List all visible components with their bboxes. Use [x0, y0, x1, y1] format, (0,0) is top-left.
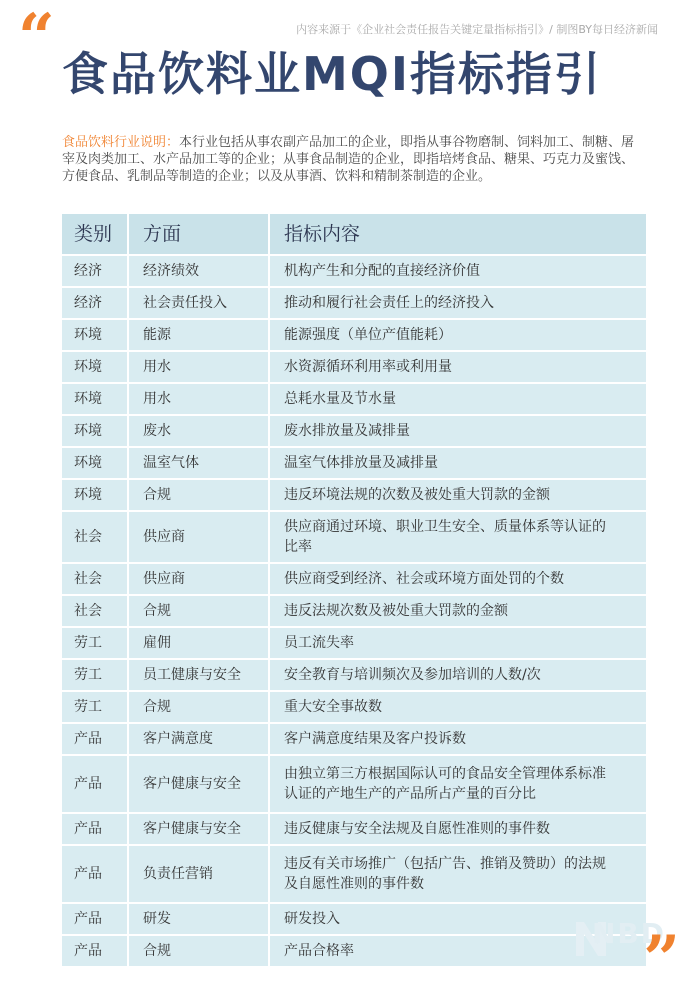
- table-row: [62, 692, 646, 724]
- row-category: 产品: [62, 724, 127, 754]
- table-row: [62, 448, 646, 480]
- row-aspect: 废水: [129, 416, 268, 446]
- row-content: 推动和履行社会责任上的经济投入: [270, 288, 646, 318]
- table-row: [62, 724, 646, 756]
- table-row: [62, 352, 646, 384]
- row-category: 社会: [62, 596, 127, 626]
- description-lead: 食品饮料行业说明：: [62, 135, 180, 150]
- row-content: 由独立第三方根据国际认可的食品安全管理体系标准认证的产地生产的产品所占产量的百分比: [270, 756, 646, 812]
- row-content: 违反健康与安全法规及自愿性准则的事件数: [270, 814, 646, 844]
- row-content: 产品合格率: [270, 936, 646, 966]
- row-content: 能源强度（单位产值能耗）: [270, 320, 646, 350]
- row-aspect: 经济绩效: [129, 256, 268, 286]
- row-content: 温室气体排放量及减排量: [270, 448, 646, 478]
- table-row: [62, 256, 646, 288]
- row-content: 供应商通过环境、职业卫生安全、质量体系等认证的比率: [270, 512, 646, 562]
- open-quote-icon: “: [18, 0, 55, 75]
- description-text: 本行业包括从事农副产品加工的企业，即指从事谷物磨制、饲料加工、制糖、屠宰及肉类加工、水产品加工等的企业；从事食品制造的企业，即指培烤食品、糖果、巧克力及蜜饯、方便食品、乳制品等制造的企业；以及从事酒、饮料和精制茶制造的企业。: [62, 135, 635, 184]
- source-credit: 内容来源于《企业社会责任报告关键定量指标指引》/ 制图BY每日经济新闻: [296, 23, 658, 36]
- row-aspect: 雇佣: [129, 628, 268, 658]
- row-content: 水资源循环利用率或利用量: [270, 352, 646, 382]
- row-content: 总耗水量及节水量: [270, 384, 646, 414]
- row-category: 社会: [62, 512, 127, 562]
- row-aspect: 供应商: [129, 512, 268, 562]
- row-aspect: 负责任营销: [129, 846, 268, 902]
- row-aspect: 合规: [129, 936, 268, 966]
- row-content: 重大安全事故数: [270, 692, 646, 722]
- table-row: [62, 416, 646, 448]
- watermark: NBD: [591, 917, 666, 950]
- table-row: [62, 288, 646, 320]
- table-row: [62, 512, 646, 564]
- row-category: 环境: [62, 320, 127, 350]
- row-category: 经济: [62, 288, 127, 318]
- table-row: [62, 814, 646, 846]
- row-category: 经济: [62, 256, 127, 286]
- row-content: 客户满意度结果及客户投诉数: [270, 724, 646, 754]
- row-aspect: 用水: [129, 384, 268, 414]
- row-aspect: 合规: [129, 480, 268, 510]
- table-row: [62, 846, 646, 904]
- row-aspect: 客户满意度: [129, 724, 268, 754]
- row-aspect: 合规: [129, 596, 268, 626]
- row-category: 环境: [62, 352, 127, 382]
- table-row: [62, 320, 646, 352]
- row-category: 产品: [62, 756, 127, 812]
- row-aspect: 温室气体: [129, 448, 268, 478]
- row-category: 劳工: [62, 628, 127, 658]
- row-content: 供应商受到经济、社会或环境方面处罚的个数: [270, 564, 646, 594]
- table-row: [62, 936, 646, 968]
- row-content: 研发投入: [270, 904, 646, 934]
- table-row: [62, 756, 646, 814]
- header-aspect: 方面: [129, 214, 268, 254]
- row-category: 劳工: [62, 692, 127, 722]
- page-title: 食品饮料业MQI指标指引: [62, 47, 602, 101]
- row-content: 违反环境法规的次数及被处重大罚款的金额: [270, 480, 646, 510]
- row-category: 劳工: [62, 660, 127, 690]
- row-category: 产品: [62, 846, 127, 902]
- row-category: 环境: [62, 480, 127, 510]
- row-category: 环境: [62, 416, 127, 446]
- row-content: 废水排放量及减排量: [270, 416, 646, 446]
- header-content: 指标内容: [270, 214, 646, 254]
- indicator-table: [62, 214, 646, 968]
- row-content: 安全教育与培训频次及参加培训的人数/次: [270, 660, 646, 690]
- header-category: 类别: [62, 214, 127, 254]
- row-aspect: 供应商: [129, 564, 268, 594]
- table-row: [62, 596, 646, 628]
- row-category: 产品: [62, 936, 127, 966]
- table-row: [62, 904, 646, 936]
- table-row: [62, 628, 646, 660]
- row-aspect: 能源: [129, 320, 268, 350]
- close-quote-icon: ”: [643, 922, 680, 997]
- row-content: 违反法规次数及被处重大罚款的金额: [270, 596, 646, 626]
- row-category: 环境: [62, 384, 127, 414]
- row-aspect: 客户健康与安全: [129, 814, 268, 844]
- row-content: 违反有关市场推广（包括广告、推销及赞助）的法规及自愿性准则的事件数: [270, 846, 646, 902]
- row-content: 员工流失率: [270, 628, 646, 658]
- row-aspect: 社会责任投入: [129, 288, 268, 318]
- row-aspect: 合规: [129, 692, 268, 722]
- table-row: [62, 564, 646, 596]
- row-aspect: 客户健康与安全: [129, 756, 268, 812]
- table-row: [62, 384, 646, 416]
- row-aspect: 用水: [129, 352, 268, 382]
- row-aspect: 员工健康与安全: [129, 660, 268, 690]
- row-category: 环境: [62, 448, 127, 478]
- table-row: [62, 660, 646, 692]
- table-row: [62, 480, 646, 512]
- row-content: 机构产生和分配的直接经济价值: [270, 256, 646, 286]
- row-category: 社会: [62, 564, 127, 594]
- row-category: 产品: [62, 814, 127, 844]
- industry-description: [62, 134, 642, 185]
- row-aspect: 研发: [129, 904, 268, 934]
- table-header-row: [62, 214, 646, 256]
- row-category: 产品: [62, 904, 127, 934]
